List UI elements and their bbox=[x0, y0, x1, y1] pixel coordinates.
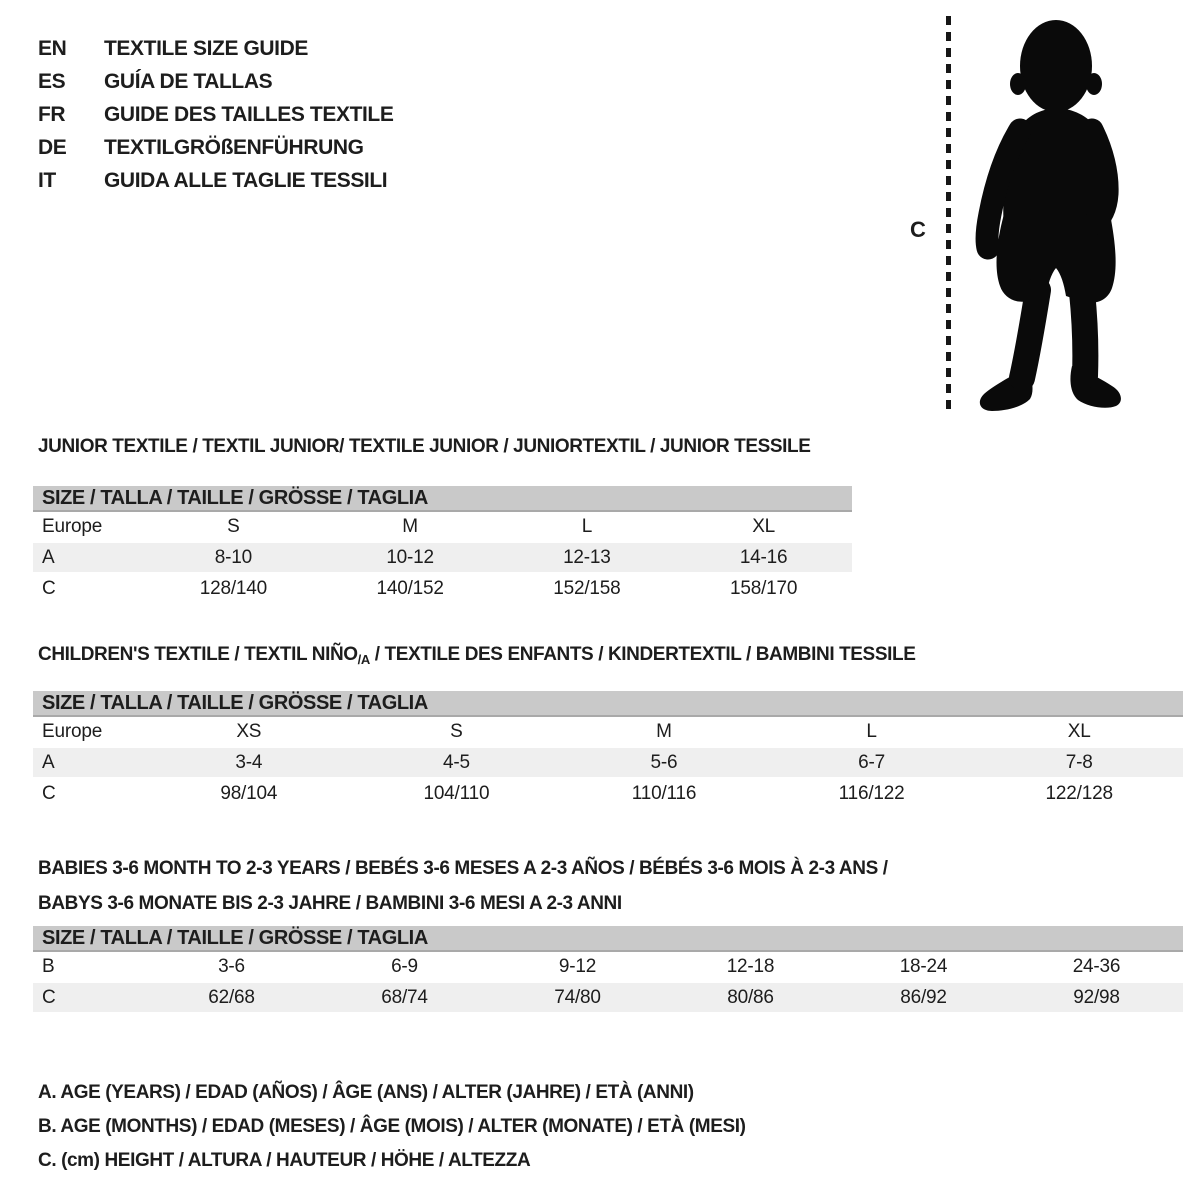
lang-row-de bbox=[38, 131, 393, 164]
lang-row-es bbox=[38, 65, 393, 98]
value-cell: 86/92 bbox=[837, 983, 1010, 1014]
table-row bbox=[33, 512, 852, 543]
value-cell: 140/152 bbox=[322, 574, 499, 605]
junior-size-table bbox=[33, 486, 852, 605]
value-cell: 62/68 bbox=[145, 983, 318, 1014]
lang-code: ES bbox=[38, 69, 66, 93]
row-label-cell: C bbox=[33, 779, 145, 810]
value-cell: 158/170 bbox=[675, 574, 852, 605]
row-label-cell: C bbox=[33, 983, 145, 1014]
language-title-block bbox=[38, 32, 393, 197]
value-cell: 24-36 bbox=[1010, 952, 1183, 983]
value-cell: 8-10 bbox=[145, 543, 322, 574]
babies-section-title bbox=[38, 851, 888, 921]
height-marker-label: C bbox=[910, 217, 926, 242]
size-header: SIZE / TALLA / TAILLE / GRÖSSE / TAGLIA bbox=[33, 691, 1183, 717]
size-header-row bbox=[33, 486, 852, 512]
value-cell: 80/86 bbox=[664, 983, 837, 1014]
toddler-silhouette-icon bbox=[960, 18, 1140, 418]
value-cell: 152/158 bbox=[499, 574, 676, 605]
children-title-subscript: /A bbox=[357, 652, 370, 667]
size-header: SIZE / TALLA / TAILLE / GRÖSSE / TAGLIA bbox=[33, 486, 852, 512]
babies-title-line2: BABYS 3-6 MONATE BIS 2-3 JAHRE / BAMBINI 3-6 MESI A 2-3 ANNI bbox=[38, 893, 622, 914]
height-measure-line bbox=[946, 16, 951, 416]
table-row bbox=[33, 952, 1183, 983]
value-cell: M bbox=[560, 717, 768, 748]
table-row bbox=[33, 574, 852, 605]
legend-line-c: C. (cm) HEIGHT / ALTURA / HAUTEUR / HÖHE / ALTEZZA bbox=[38, 1150, 531, 1171]
value-cell: 9-12 bbox=[491, 952, 664, 983]
lang-row-fr bbox=[38, 98, 393, 131]
value-cell: 110/116 bbox=[560, 779, 768, 810]
lang-code: EN bbox=[38, 36, 67, 60]
value-cell: 3-6 bbox=[145, 952, 318, 983]
value-cell: XL bbox=[975, 717, 1183, 748]
table-row bbox=[33, 983, 1183, 1014]
children-size-table bbox=[33, 691, 1183, 810]
value-cell: 104/110 bbox=[353, 779, 561, 810]
table-row bbox=[33, 717, 1183, 748]
legend-line-b: B. AGE (MONTHS) / EDAD (MESES) / ÂGE (MOIS) / ALTER (MONATE) / ETÀ (MESI) bbox=[38, 1116, 746, 1137]
value-cell: 12-18 bbox=[664, 952, 837, 983]
value-cell: 128/140 bbox=[145, 574, 322, 605]
value-cell: 18-24 bbox=[837, 952, 1010, 983]
value-cell: 6-9 bbox=[318, 952, 491, 983]
lang-title: TEXTILE SIZE GUIDE bbox=[104, 36, 308, 60]
table-row bbox=[33, 779, 1183, 810]
value-cell: S bbox=[145, 512, 322, 543]
row-label-cell: B bbox=[33, 952, 145, 983]
legend-block bbox=[38, 1076, 746, 1178]
junior-section-title: JUNIOR TEXTILE / TEXTIL JUNIOR/ TEXTILE JUNIOR / JUNIORTEXTIL / JUNIOR TESSILE bbox=[38, 436, 811, 457]
value-cell: 98/104 bbox=[145, 779, 353, 810]
value-cell: M bbox=[322, 512, 499, 543]
babies-size-table bbox=[33, 926, 1183, 1014]
value-cell: L bbox=[499, 512, 676, 543]
value-cell: 10-12 bbox=[322, 543, 499, 574]
lang-title: GUIDE DES TAILLES TEXTILE bbox=[104, 102, 394, 126]
value-cell: 5-6 bbox=[560, 748, 768, 779]
lang-code: DE bbox=[38, 135, 67, 159]
value-cell: 68/74 bbox=[318, 983, 491, 1014]
value-cell: XS bbox=[145, 717, 353, 748]
value-cell: 3-4 bbox=[145, 748, 353, 779]
value-cell: 74/80 bbox=[491, 983, 664, 1014]
lang-row-en bbox=[38, 32, 393, 65]
legend-line-a: A. AGE (YEARS) / EDAD (AÑOS) / ÂGE (ANS) / ALTER (JAHRE) / ETÀ (ANNI) bbox=[38, 1082, 694, 1103]
value-cell: 4-5 bbox=[353, 748, 561, 779]
value-cell: 122/128 bbox=[975, 779, 1183, 810]
table-row bbox=[33, 543, 852, 574]
children-title-part: CHILDREN'S TEXTILE / TEXTIL NIÑO bbox=[38, 644, 358, 665]
table-row bbox=[33, 748, 1183, 779]
value-cell: 12-13 bbox=[499, 543, 676, 574]
value-cell: L bbox=[768, 717, 976, 748]
lang-title: GUÍA DE TALLAS bbox=[104, 69, 273, 93]
lang-row-it bbox=[38, 164, 393, 197]
value-cell: 6-7 bbox=[768, 748, 976, 779]
size-header: SIZE / TALLA / TAILLE / GRÖSSE / TAGLIA bbox=[33, 926, 1183, 952]
babies-title-line1: BABIES 3-6 MONTH TO 2-3 YEARS / BEBÉS 3-6 MESES A 2-3 AÑOS / BÉBÉS 3-6 MOIS À 2-3 ANS / bbox=[38, 858, 888, 879]
lang-code: FR bbox=[38, 102, 66, 126]
row-label-cell: A bbox=[33, 748, 145, 779]
children-title-part: / TEXTILE DES ENFANTS / KINDERTEXTIL / BAMBINI TESSILE bbox=[369, 644, 916, 665]
row-label-cell: Europe bbox=[33, 717, 145, 748]
lang-title: TEXTILGRÖßENFÜHRUNG bbox=[104, 135, 364, 159]
value-cell: 7-8 bbox=[975, 748, 1183, 779]
value-cell: 92/98 bbox=[1010, 983, 1183, 1014]
lang-title: GUIDA ALLE TAGLIE TESSILI bbox=[104, 168, 388, 192]
row-label-cell: C bbox=[33, 574, 145, 605]
children-section-title bbox=[38, 644, 915, 671]
row-label-cell: A bbox=[33, 543, 145, 574]
value-cell: S bbox=[353, 717, 561, 748]
value-cell: XL bbox=[675, 512, 852, 543]
lang-code: IT bbox=[38, 168, 56, 192]
size-header-row bbox=[33, 926, 1183, 952]
value-cell: 116/122 bbox=[768, 779, 976, 810]
value-cell: 14-16 bbox=[675, 543, 852, 574]
row-label-cell: Europe bbox=[33, 512, 145, 543]
size-header-row bbox=[33, 691, 1183, 717]
